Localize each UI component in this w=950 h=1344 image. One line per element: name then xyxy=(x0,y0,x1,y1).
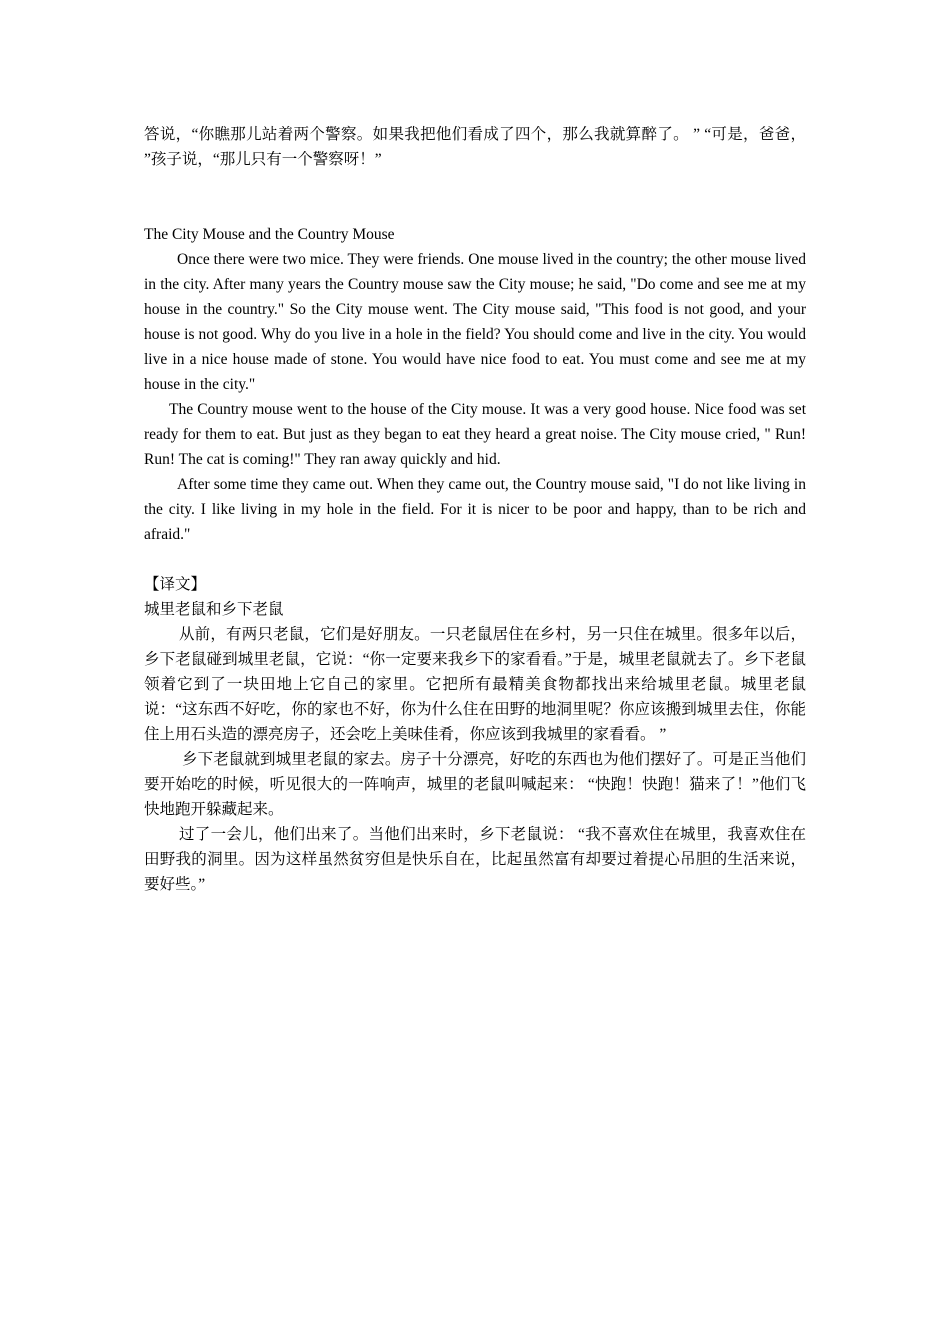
spacer xyxy=(144,172,806,222)
document-page xyxy=(144,122,806,897)
english-story xyxy=(144,222,806,547)
top-fragment-paragraph: 答说，“你瞧那儿站着两个警察。如果我把他们看成了四个，那么我就算醉了。 ” “可是，爸爸， ”孩子说，“那儿只有一个警察呀！” xyxy=(144,126,806,168)
english-paragraph-1: Once there were two mice. They were friends. One mouse lived in the country; the other mouse lived in the city. After many years the Country mouse saw the City mouse; he said, "Do come and see me at my house in the country." So the City mouse went. The City mouse said, "This food is not good, and your house is not good. Why do you live in a hole in the field? You should come and live in the city. You would live in a nice house made of stone. You would have nice food to eat. You must come and see me at my house in the city." xyxy=(144,251,806,393)
translation-heading: 【译文】 xyxy=(144,576,207,593)
english-title: The City Mouse and the Country Mouse xyxy=(144,226,395,243)
translation-paragraph-1: 从前，有两只老鼠，它们是好朋友。一只老鼠居住在乡村，另一只住在城里。很多年以后，乡下老鼠碰到城里老鼠，它说：“你一定要来我乡下的家看看。”于是，城里老鼠就去了。乡下老鼠领着它到了一块田地上它自己的家里。它把所有最精美食物都找出来给城里老鼠。城里老鼠说：“这东西不好吃，你的家也不好，你为什么住在田野的地洞里呢？你应该搬到城里去住，你能住上用石头造的漂亮房子，还会吃上美味佳肴，你应该到我城里的家看看。 ” xyxy=(144,626,806,743)
translation-paragraph-2: 乡下老鼠就到城里老鼠的家去。房子十分漂亮，好吃的东西也为他们摆好了。可是正当他们要开始吃的时候，听见很大的一阵响声，城里的老鼠叫喊起来： “快跑！快跑！猫来了！”他们飞快地跑开躲藏起来。 xyxy=(144,751,806,818)
translation-paragraph-3: 过了一会儿，他们出来了。当他们出来时，乡下老鼠说： “我不喜欢住在城里，我喜欢住在田野我的洞里。因为这样虽然贫穷但是快乐自在，比起虽然富有却要过着提心吊胆的生活来说，要好些。” xyxy=(144,826,806,893)
english-paragraph-3: After some time they came out. When they came out, the Country mouse said, "I do not like living in the city. I like living in my hole in the field. For it is nicer to be poor and happy, than to be rich and afraid." xyxy=(144,476,806,543)
chinese-translation xyxy=(144,572,806,897)
english-paragraph-2: The Country mouse went to the house of the City mouse. It was a very good house. Nice food was set ready for them to eat. But just as they began to eat they heard a great noise. The City mouse cried, " Run! Run! The cat is coming!" They ran away quickly and hid. xyxy=(144,401,806,468)
translation-title: 城里老鼠和乡下老鼠 xyxy=(144,601,284,618)
spacer xyxy=(144,547,806,572)
